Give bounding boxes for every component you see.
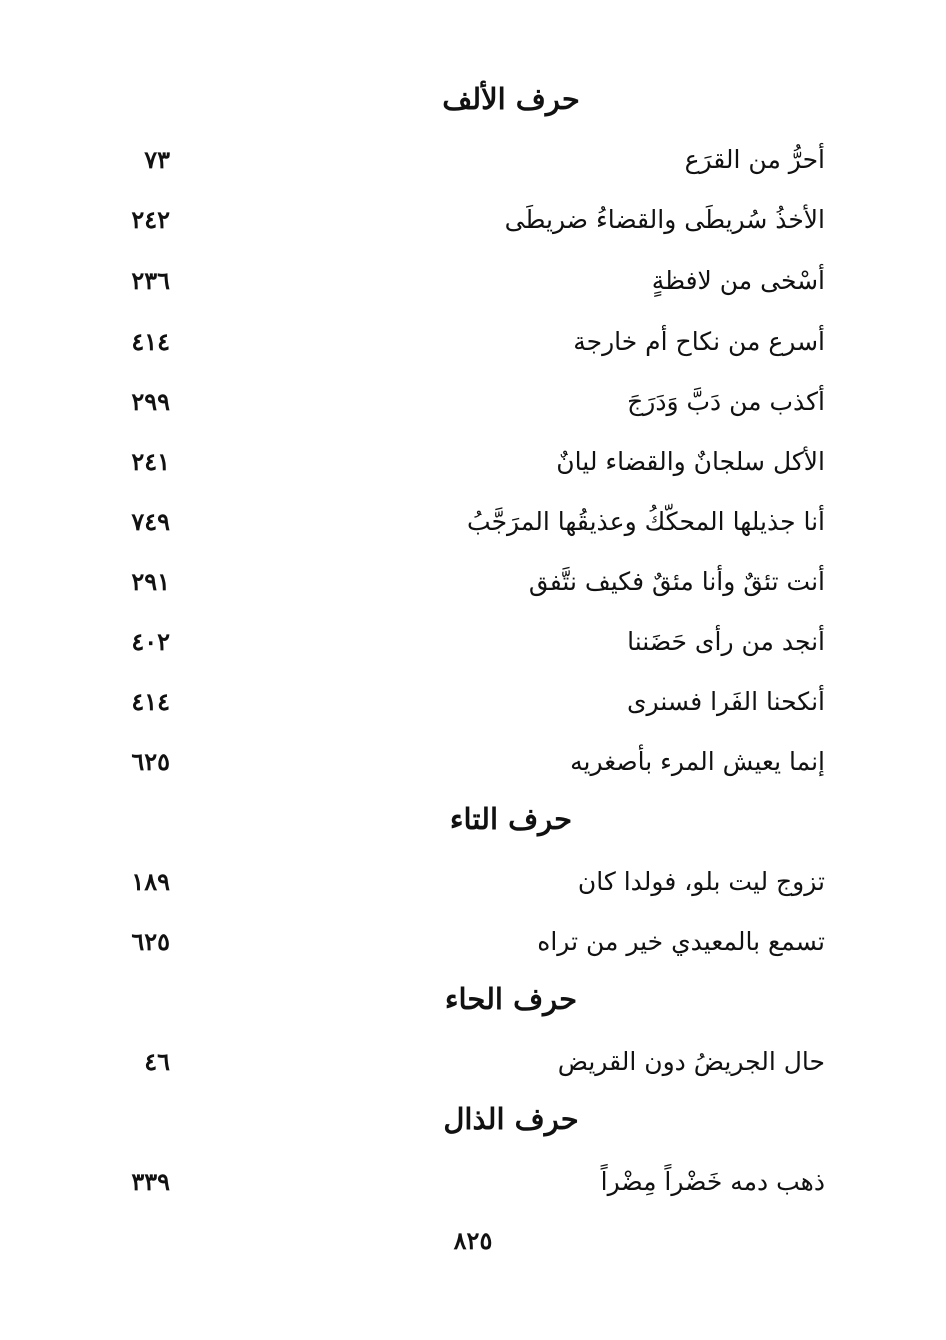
proverb-text: حال الجريضُ دون القريض — [557, 1047, 825, 1076]
list-item — [100, 200, 825, 240]
page-reference: ٦٢٥ — [131, 747, 170, 776]
section-heading-dhal: حرف الذال — [443, 1102, 579, 1136]
proverb-text: أسرع من نكاح أم خارجة — [573, 327, 825, 356]
page-reference: ٦٢٥ — [131, 927, 170, 956]
list-item — [100, 442, 825, 482]
page-reference: ٣٣٩ — [131, 1167, 170, 1196]
proverb-text: أنت تئقٌ وأنا مئقٌ فكيف نتَّفق — [528, 567, 825, 596]
page-reference: ٢٣٦ — [131, 266, 170, 295]
page-reference: ٤٠٢ — [131, 627, 170, 656]
list-item — [100, 622, 825, 662]
proverb-text: ذهب دمه خَضْراً مِضْراً — [600, 1167, 825, 1196]
page-reference: ٤١٤ — [131, 327, 170, 356]
list-item — [100, 922, 825, 962]
list-item — [100, 562, 825, 602]
list-item — [100, 502, 825, 542]
list-item — [100, 322, 825, 362]
proverb-text: أحرُّ من القرَع — [684, 145, 825, 174]
page-reference: ٢٤٢ — [131, 205, 170, 234]
list-item — [100, 682, 825, 722]
section-heading-haa: حرف الحاء — [444, 982, 578, 1016]
proverb-text: تزوج ليت بلو، فولدا كان — [577, 867, 825, 896]
footer-page-number: ٨٢٥ — [453, 1226, 493, 1255]
page-reference: ٤١٤ — [131, 687, 170, 716]
proverb-text: أكذب من دَبَّ وَدَرَجَ — [627, 387, 825, 416]
proverb-text: إنما يعيش المرء بأصغريه — [570, 747, 825, 776]
page-reference: ٢٩٩ — [131, 387, 170, 416]
proverb-text: الأخذُ سُريطَى والقضاءُ ضريطَى — [504, 205, 825, 234]
proverb-text: الأكل سلجانٌ والقضاء ليانٌ — [556, 447, 825, 476]
proverb-text: أنجد من رأى حَضَننا — [627, 627, 825, 656]
list-item — [100, 140, 825, 180]
list-item — [100, 382, 825, 422]
section-heading-taa: حرف التاء — [449, 802, 573, 836]
proverb-text: تسمع بالمعيدي خير من تراه — [537, 927, 825, 956]
proverb-text: أنكحنا الفَرا فسنرى — [626, 687, 825, 716]
list-item — [100, 261, 825, 301]
list-item — [100, 742, 825, 782]
page-reference: ٧٣ — [144, 145, 170, 174]
page-reference: ٧٤٩ — [131, 507, 170, 536]
list-item — [100, 1042, 825, 1082]
list-item — [100, 862, 825, 902]
page-reference: ٢٤١ — [131, 447, 170, 476]
page-reference: ١٨٩ — [131, 867, 170, 896]
proverb-text: أنا جذيلها المحكّكُ وعذيقُها المرَجَّبُ — [467, 507, 825, 536]
page-reference: ٢٩١ — [131, 567, 170, 596]
list-item — [100, 1162, 825, 1202]
proverb-text: أسْخى من لافظةٍ — [651, 266, 825, 295]
section-heading-alif: حرف الألف — [442, 82, 580, 116]
page-reference: ٤٦ — [144, 1047, 170, 1076]
